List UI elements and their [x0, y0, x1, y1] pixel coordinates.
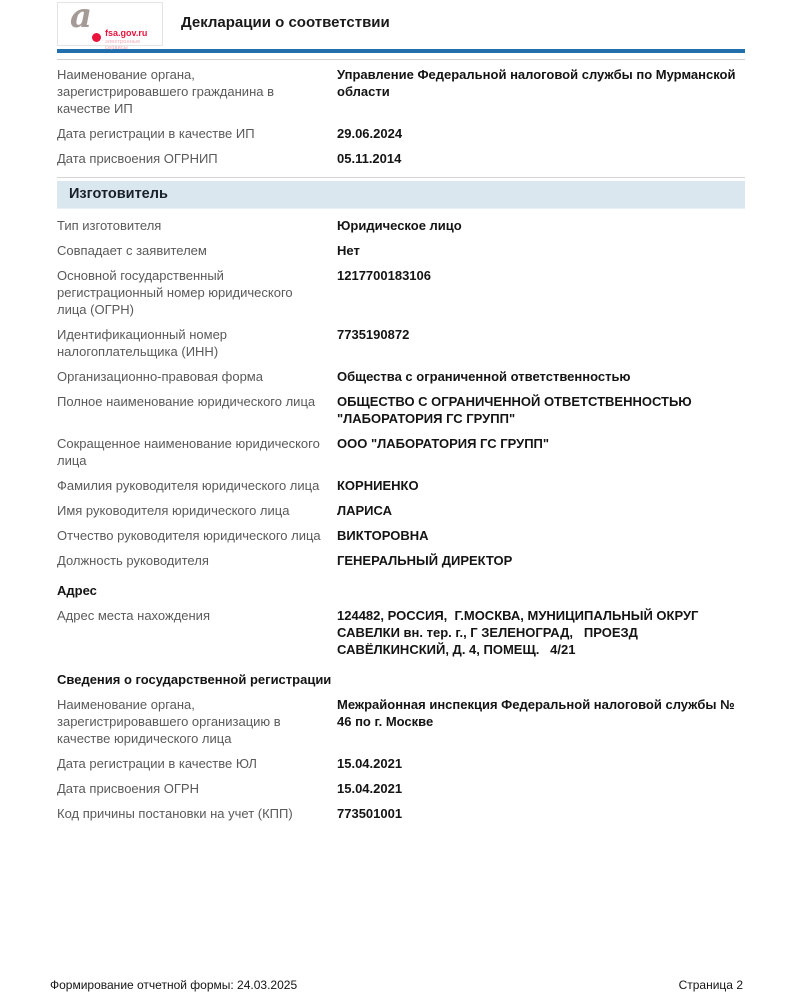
table-row: [57, 751, 745, 776]
field-label: Должность руководителя: [57, 553, 209, 568]
table-row: [57, 389, 745, 431]
field-label: Основной государственный регистрационный номер юридического лица (ОГРН): [57, 268, 293, 317]
field-label: Полное наименование юридического лица: [57, 394, 316, 409]
field-value: Управление Федеральной налоговой службы по Мурманской области: [337, 67, 740, 99]
subsection-header: Адрес: [57, 583, 97, 598]
field-value: 773501001: [337, 806, 403, 821]
field-label: Тип изготовителя: [57, 218, 162, 233]
field-value: 29.06.2024: [337, 126, 403, 141]
field-label: Совпадает с заявителем: [57, 243, 207, 258]
field-value: 124482, РОССИЯ, Г.МОСКВА, МУНИЦИПАЛЬНЫЙ ОКРУГ САВЕЛКИ вн. тер. г., Г ЗЕЛЕНОГРАД, ПРОЕЗД САВЁЛКИНСКИЙ, Д. 4, ПОМЕЩ. 4/21: [337, 608, 703, 657]
table-row: [57, 263, 745, 322]
field-value: ГЕНЕРАЛЬНЫЙ ДИРЕКТОР: [337, 553, 513, 568]
table-row: [57, 146, 745, 171]
logo-domain: fsa.gov.ru: [105, 28, 148, 38]
table-row: [57, 776, 745, 801]
field-value: ЛАРИСА: [337, 503, 392, 518]
field-label: Наименование органа, зарегистрировавшего гражданина в качестве ИП: [57, 67, 274, 116]
table-row: [57, 213, 745, 238]
footer-page-number: Страница 2: [678, 978, 743, 992]
table-row: [57, 498, 745, 523]
table-row: [57, 692, 745, 751]
fsa-logo-a-icon: a: [70, 0, 93, 36]
fsa-logo: [57, 0, 163, 51]
field-label: Отчество руководителя юридического лица: [57, 528, 321, 543]
table-row: [57, 364, 745, 389]
field-label: Сокращенное наименование юридического лица: [57, 436, 320, 468]
page-footer: [50, 978, 743, 992]
page-header: [57, 0, 745, 51]
field-value: Юридическое лицо: [337, 218, 462, 233]
subsection-header: Сведения о государственной регистрации: [57, 672, 332, 687]
field-label: Дата регистрации в качестве ИП: [57, 126, 255, 141]
field-label: Организационно-правовая форма: [57, 369, 263, 384]
field-label: Дата присвоения ОГРНИП: [57, 151, 218, 166]
table-row: [57, 121, 745, 146]
field-label: Фамилия руководителя юридического лица: [57, 478, 320, 493]
field-value: 1217700183106: [337, 268, 431, 283]
field-label: Наименование органа, зарегистрировавшего организацию в качестве юридического лица: [57, 697, 281, 746]
field-value: Нет: [337, 243, 360, 258]
table-row: [57, 431, 745, 473]
logo-tagline: электронные сервисы: [105, 39, 141, 51]
field-label: Код причины постановки на учет (КПП): [57, 806, 293, 821]
table-row: [57, 238, 745, 263]
field-value: Общества с ограниченной ответственностью: [337, 369, 631, 384]
field-value: 15.04.2021: [337, 756, 403, 771]
table-row: [57, 548, 745, 573]
section-band-wrap: [57, 177, 745, 209]
table-row: [57, 603, 745, 662]
field-value: ООО "ЛАБОРАТОРИЯ ГС ГРУПП": [337, 436, 550, 451]
footer-generation-date: Формирование отчетной формы: 24.03.2025: [50, 978, 298, 992]
table-row: [57, 801, 745, 826]
field-label: Идентификационный номер налогоплательщика (ИНН): [57, 327, 228, 359]
field-label: Дата присвоения ОГРН: [57, 781, 199, 796]
page-title: Декларации о соответствии: [181, 14, 390, 31]
table-row: [57, 523, 745, 548]
table-row: [57, 62, 745, 121]
logo-text: [105, 29, 162, 51]
section-header: Изготовитель: [57, 181, 745, 209]
field-label: Дата регистрации в качестве ЮЛ: [57, 756, 257, 771]
table-row: [57, 322, 745, 364]
field-value: ВИКТОРОВНА: [337, 528, 429, 543]
logo-red-dot-icon: [92, 33, 101, 42]
field-label: Имя руководителя юридического лица: [57, 503, 290, 518]
fields-table: [57, 60, 745, 826]
field-value: 15.04.2021: [337, 781, 403, 796]
field-value: КОРНИЕНКО: [337, 478, 419, 493]
field-value: Межрайонная инспекция Федеральной налоговой службы № 46 по г. Москве: [337, 697, 739, 729]
field-value: ОБЩЕСТВО С ОГРАНИЧЕННОЙ ОТВЕТСТВЕННОСТЬЮ "ЛАБОРАТОРИЯ ГС ГРУПП": [337, 394, 696, 426]
field-label: Адрес места нахождения: [57, 608, 210, 623]
field-value: 05.11.2014: [337, 151, 402, 166]
table-row: [57, 473, 745, 498]
field-value: 7735190872: [337, 327, 410, 342]
